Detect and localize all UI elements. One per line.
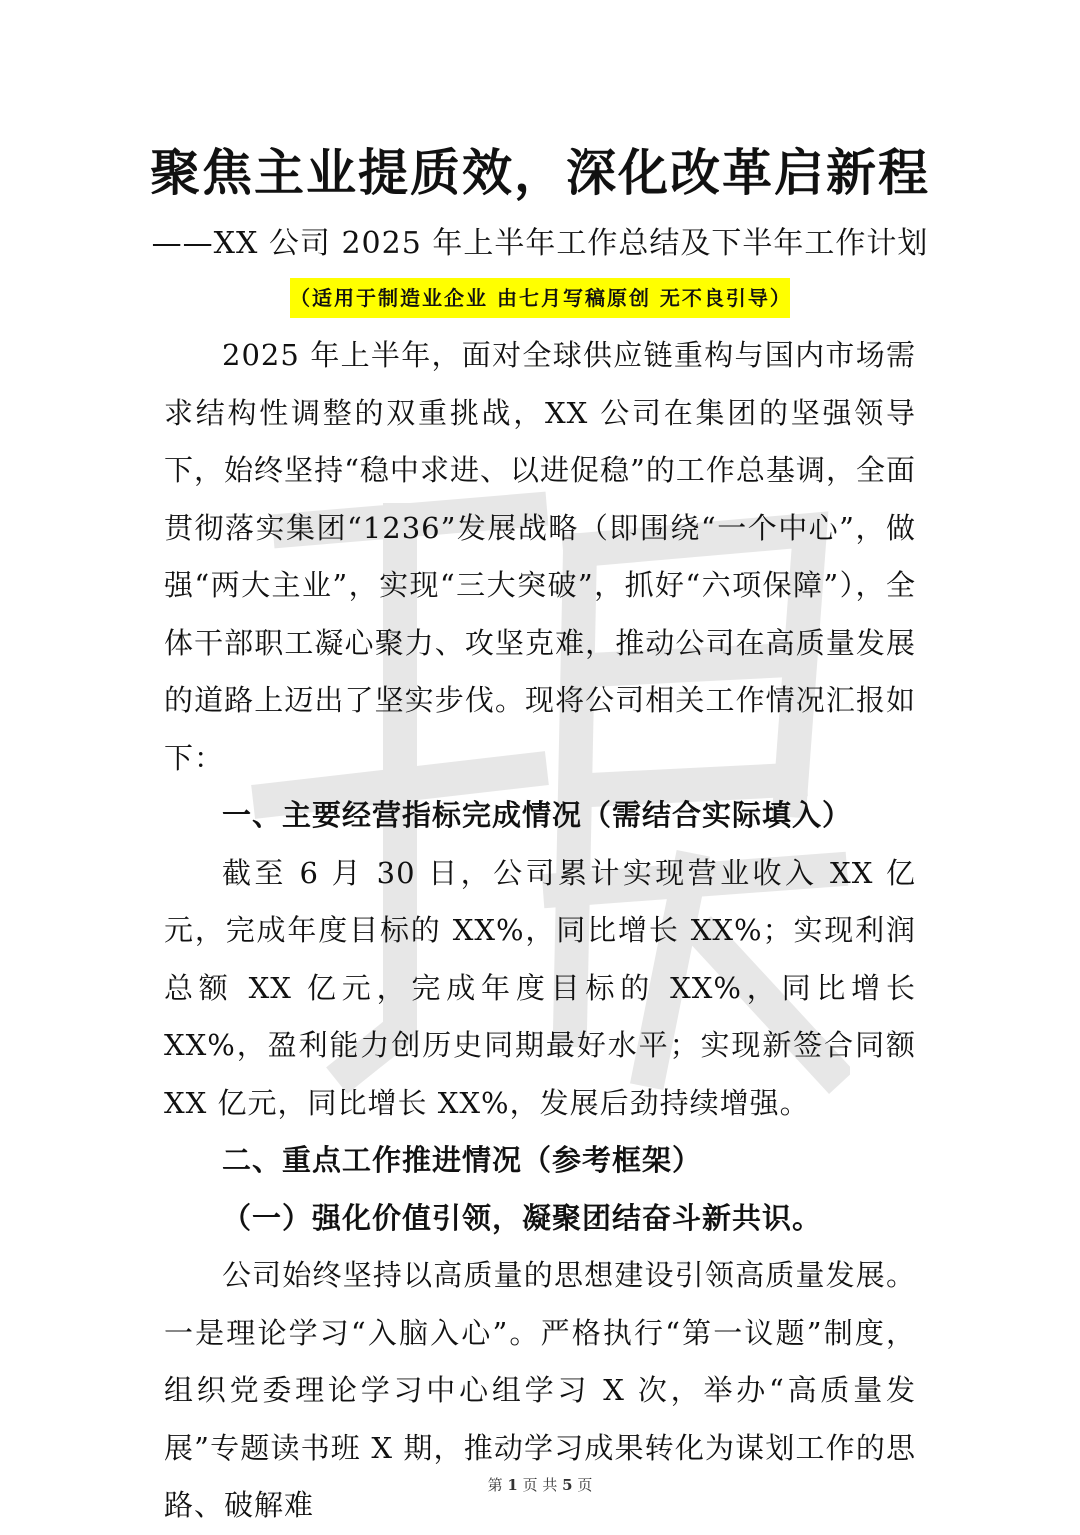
document-body <box>164 327 916 1535</box>
intro-paragraph: 2025 年上半年，面对全球供应链重构与国内市场需求结构性调整的双重挑战，XX 公司在集团的坚强领导下，始终坚持“稳中求进、以进促稳”的工作总基调，全面贯彻落实集团“1236”发展战略（即围绕“一个中心”，做强“两大主业”，实现“三大突破”，抓好“六项保障”），全体干部职工凝心聚力、攻坚克难，推动公司在高质量发展的道路上迈出了坚实步伐。现将公司相关工作情况汇报如下： <box>164 338 916 775</box>
document-subtitle: ——XX 公司 2025 年上半年工作总结及下半年工作计划 <box>151 226 929 261</box>
footer-suffix: 页 <box>577 1476 593 1494</box>
highlighted-note: （适用于制造业企业 由七月写稿原创 无不良引导） <box>290 278 790 318</box>
value-guidance-paragraph: 公司始终坚持以高质量的思想建设引领高质量发展。一是理论学习“入脑入心”。严格执行“第一议题”制度，组织党委理论学习中心组学习 X 次，举办“高质量发展”专题读书班 X 期，推动学习成果转化为谋划工作的思路、破解难 <box>164 1258 916 1522</box>
section-heading-1: 一、主要经营指标完成情况（需结合实际填入） <box>222 798 853 832</box>
footer-prefix: 第 <box>487 1476 503 1494</box>
current-page-number: 1 <box>507 1476 518 1494</box>
document-title: 聚焦主业提质效，深化改革启新程 <box>150 143 930 202</box>
page-footer <box>0 1474 1080 1495</box>
section-heading-2: 二、重点工作推进情况（参考框架） <box>222 1143 703 1177</box>
subsection-heading-1: （一）强化价值引领，凝聚团结奋斗新共识。 <box>222 1200 823 1235</box>
indicators-paragraph: 截至 6 月 30 日，公司累计实现营业收入 XX 亿元，完成年度目标的 XX%，同比增长 XX%；实现利润总额 XX 亿元，完成年度目标的 XX%，同比增长 XX%，盈利能力创历史同期最好水平；实现新签合同额 XX 亿元，同比增长 XX%，发展后劲持续增强。 <box>164 855 916 1120</box>
footer-middle: 页 共 <box>522 1476 558 1494</box>
total-page-count: 5 <box>562 1476 573 1494</box>
